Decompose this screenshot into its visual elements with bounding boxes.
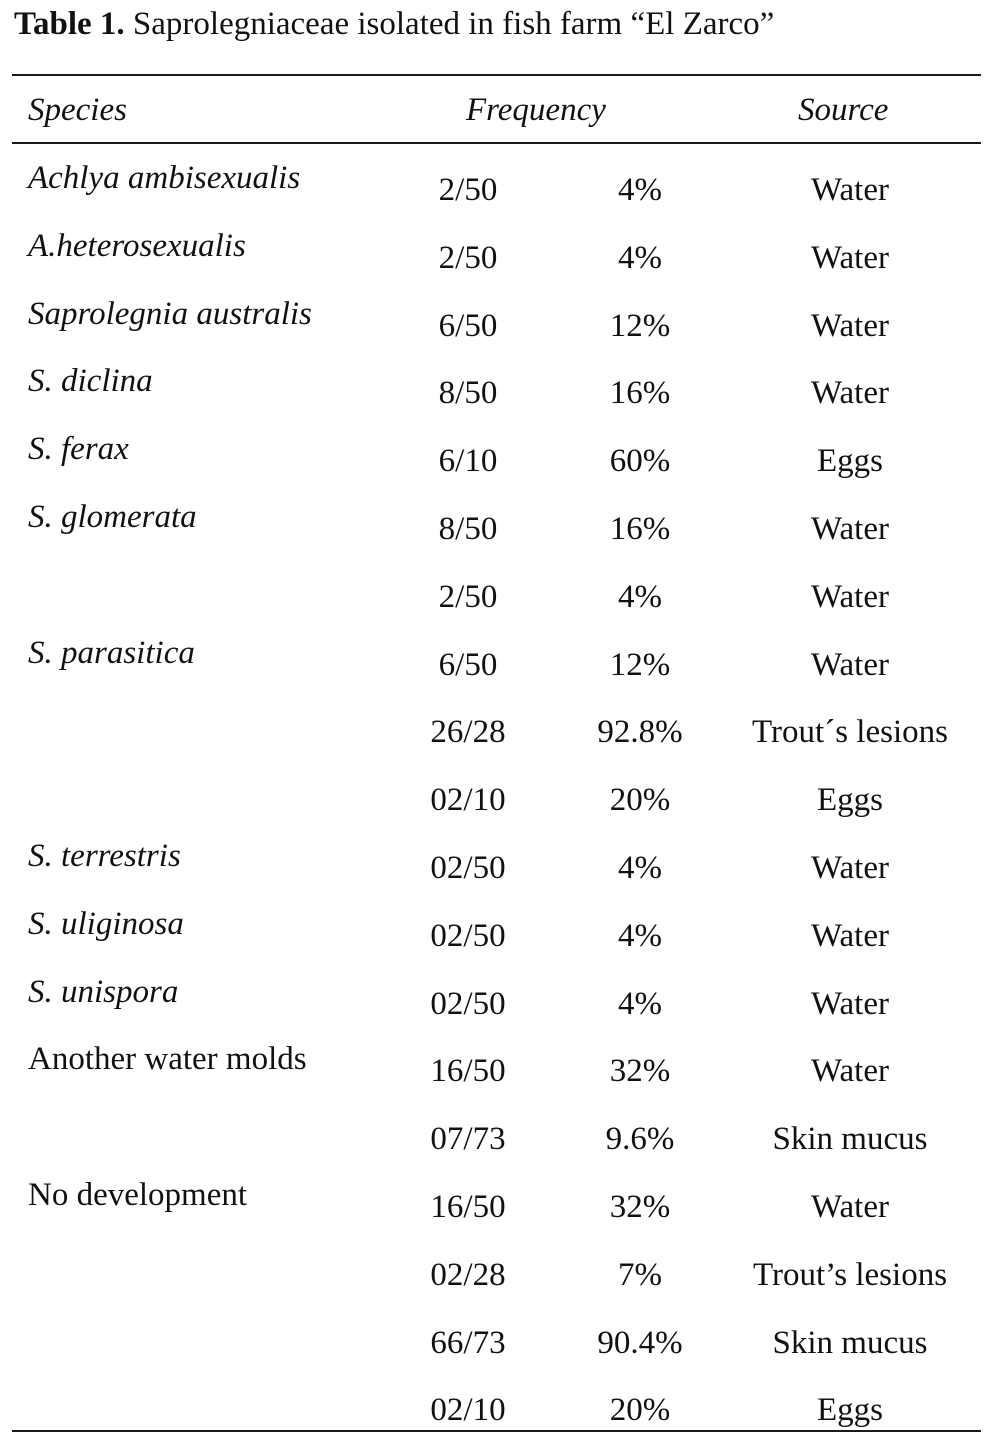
cell-species: S. terrestris bbox=[28, 837, 181, 874]
table-body bbox=[0, 144, 989, 1432]
cell-source: Eggs bbox=[817, 782, 883, 819]
table-header-row bbox=[0, 86, 989, 134]
cell-species: Saprolegnia australis bbox=[28, 295, 312, 332]
table-row bbox=[0, 212, 989, 280]
cell-percent: 60% bbox=[609, 443, 671, 480]
cell-source: Water bbox=[811, 239, 889, 276]
cell-ratio: 6/50 bbox=[438, 646, 498, 683]
cell-ratio: 66/73 bbox=[430, 1324, 506, 1361]
cell-ratio: 8/50 bbox=[438, 510, 498, 547]
cell-ratio: 02/50 bbox=[430, 849, 506, 886]
cell-source: Trout’s lesions bbox=[752, 1256, 948, 1293]
cell-source: Water bbox=[811, 307, 889, 344]
header-source: Source bbox=[798, 92, 889, 128]
table-row bbox=[0, 1364, 989, 1432]
cell-percent: 92.8% bbox=[597, 714, 683, 751]
cell-percent: 16% bbox=[609, 510, 671, 547]
table-caption-label: Table 1. bbox=[14, 6, 125, 42]
cell-source: Water bbox=[811, 646, 889, 683]
cell-percent: 12% bbox=[609, 307, 671, 344]
cell-source: Trout´s lesions bbox=[752, 714, 948, 751]
table-row bbox=[0, 1093, 989, 1161]
cell-percent: 4% bbox=[618, 985, 662, 1022]
table-row bbox=[0, 754, 989, 822]
cell-source: Eggs bbox=[817, 1392, 883, 1429]
cell-percent: 4% bbox=[618, 849, 662, 886]
table-row bbox=[0, 144, 989, 212]
cell-percent: 4% bbox=[618, 917, 662, 954]
cell-source: Water bbox=[811, 985, 889, 1022]
table-row bbox=[0, 686, 989, 754]
cell-species: S. glomerata bbox=[28, 498, 197, 535]
cell-ratio: 02/50 bbox=[430, 985, 506, 1022]
cell-ratio: 02/10 bbox=[430, 1392, 506, 1429]
cell-species: Achlya ambisexualis bbox=[28, 160, 301, 196]
cell-ratio: 16/50 bbox=[430, 1053, 506, 1090]
table-caption-text: Saprolegniaceae isolated in fish farm “El Zarco” bbox=[132, 6, 775, 42]
cell-ratio: 02/28 bbox=[430, 1256, 506, 1293]
cell-source: Water bbox=[811, 172, 889, 208]
cell-species: No development bbox=[28, 1176, 248, 1213]
table-row bbox=[0, 280, 989, 348]
header-species: Species bbox=[28, 92, 127, 128]
header-frequency: Frequency bbox=[466, 92, 606, 128]
cell-species: S. parasitica bbox=[28, 634, 195, 671]
cell-source: Skin mucus bbox=[772, 1121, 928, 1158]
cell-ratio: 2/50 bbox=[438, 239, 498, 276]
cell-percent: 32% bbox=[609, 1188, 671, 1225]
cell-percent: 12% bbox=[609, 646, 671, 683]
cell-percent: 9.6% bbox=[605, 1121, 675, 1158]
cell-ratio: 07/73 bbox=[430, 1121, 506, 1158]
top-rule bbox=[12, 74, 981, 76]
cell-source: Skin mucus bbox=[772, 1324, 928, 1361]
cell-species: A.heterosexualis bbox=[28, 227, 246, 264]
cell-source: Water bbox=[811, 375, 889, 412]
cell-ratio: 8/50 bbox=[438, 375, 498, 412]
table-row bbox=[0, 483, 989, 551]
cell-source: Water bbox=[811, 917, 889, 954]
table-row bbox=[0, 415, 989, 483]
cell-source: Water bbox=[811, 510, 889, 547]
table-row bbox=[0, 1297, 989, 1365]
table-row bbox=[0, 958, 989, 1026]
cell-percent: 32% bbox=[609, 1053, 671, 1090]
bottom-rule bbox=[12, 1430, 981, 1432]
cell-ratio: 26/28 bbox=[430, 714, 506, 751]
cell-percent: 20% bbox=[609, 782, 671, 819]
cell-percent: 16% bbox=[609, 375, 671, 412]
table-caption bbox=[14, 2, 774, 46]
cell-species: S. uliginosa bbox=[28, 905, 184, 942]
cell-percent: 20% bbox=[609, 1392, 671, 1429]
table-row bbox=[0, 347, 989, 415]
cell-ratio: 16/50 bbox=[430, 1188, 506, 1225]
cell-percent: 4% bbox=[618, 172, 662, 208]
cell-source: Water bbox=[811, 1053, 889, 1090]
cell-ratio: 2/50 bbox=[438, 172, 498, 208]
table-row bbox=[0, 551, 989, 619]
table-row bbox=[0, 1025, 989, 1093]
cell-species: S. unispora bbox=[28, 973, 179, 1010]
cell-source: Water bbox=[811, 578, 889, 615]
table-row bbox=[0, 1229, 989, 1297]
table-row bbox=[0, 822, 989, 890]
cell-ratio: 2/50 bbox=[438, 578, 498, 615]
cell-ratio: 02/50 bbox=[430, 917, 506, 954]
cell-percent: 4% bbox=[618, 578, 662, 615]
cell-ratio: 6/50 bbox=[438, 307, 498, 344]
cell-percent: 90.4% bbox=[597, 1324, 683, 1361]
cell-species: S. diclina bbox=[28, 363, 153, 400]
cell-percent: 4% bbox=[618, 239, 662, 276]
cell-ratio: 6/10 bbox=[438, 443, 498, 480]
cell-ratio: 02/10 bbox=[430, 782, 506, 819]
cell-percent: 7% bbox=[618, 1256, 662, 1293]
cell-source: Water bbox=[811, 1188, 889, 1225]
table-row bbox=[0, 890, 989, 958]
cell-source: Eggs bbox=[817, 443, 883, 480]
cell-species: S. ferax bbox=[28, 431, 129, 468]
table-row bbox=[0, 619, 989, 687]
table-row bbox=[0, 1161, 989, 1229]
cell-source: Water bbox=[811, 849, 889, 886]
cell-species: Another water molds bbox=[28, 1041, 307, 1078]
